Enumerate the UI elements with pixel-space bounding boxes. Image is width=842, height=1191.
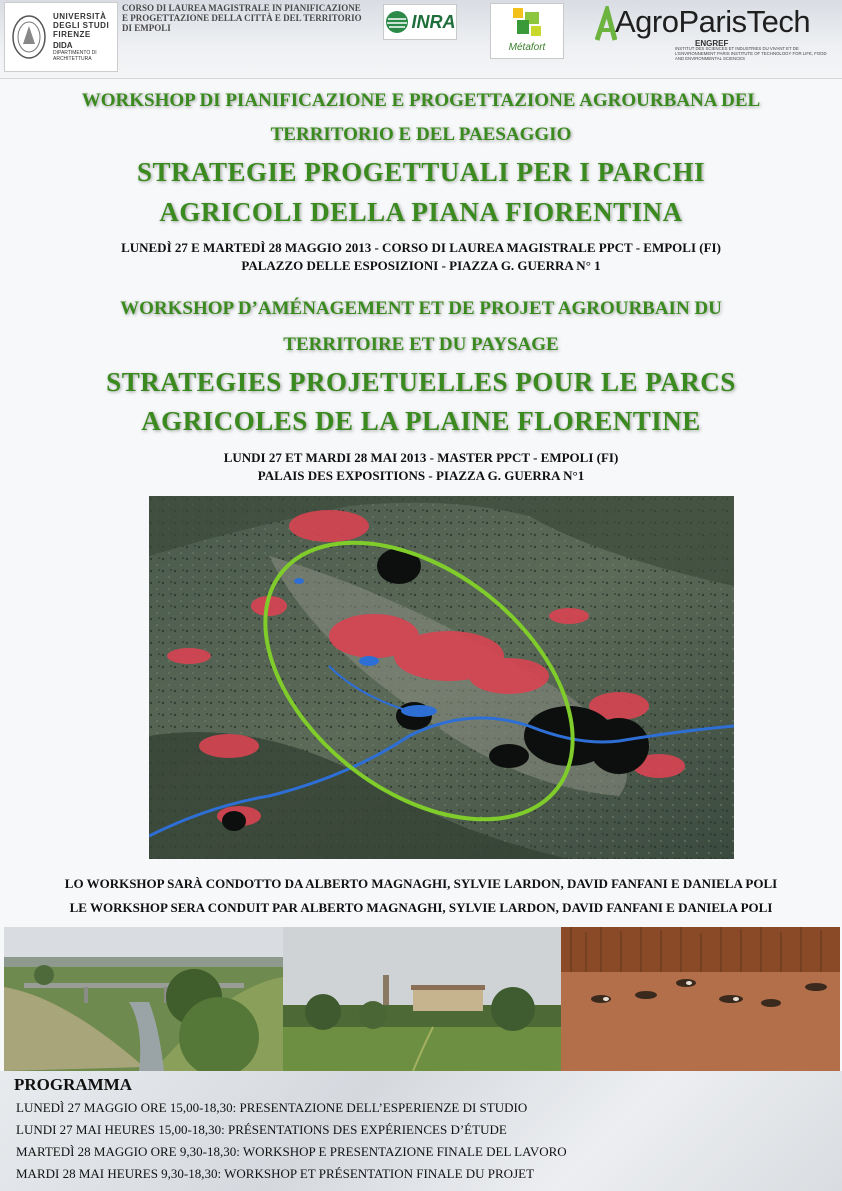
agroparistech-tagline: INSTITUT DES SCIENCES ET INDUSTRIES DU VIVANT ET DE L'ENVIRONNEMENT PARIS INSTITUTE OF TECHNOLOGY FOR LIFE, FOOD AND ENVIRONMENTAL SCIENCES bbox=[675, 46, 827, 61]
italian-title-line2: AGRICOLI DELLA PIANA FIORENTINA bbox=[159, 197, 683, 227]
conductors-italian: LO WORKSHOP SARÀ CONDOTTO DA ALBERTO MAGNAGHI, SYLVIE LARDON, DAVID FANFANI E DANIELA POLI bbox=[64, 876, 778, 891]
course-info bbox=[122, 3, 372, 33]
course-line: CORSO DI LAUREA MAGISTRALE IN PIANIFICAZIONE bbox=[122, 3, 361, 13]
university-line1: UNIVERSITÀ bbox=[53, 12, 107, 21]
french-workshop-line1: WORKSHOP D’AMÉNAGEMENT ET DE PROJET AGROURBAIN DU bbox=[120, 298, 722, 319]
metafort-blocks-icon bbox=[491, 4, 563, 42]
university-logo bbox=[4, 2, 118, 72]
metafort-logo bbox=[490, 3, 564, 59]
programme-line: MARTEDÌ 28 MAGGIO ORE 9,30-18,30: WORKSHOP E PRESENTAZIONE FINALE DEL LAVORO bbox=[16, 1144, 567, 1159]
programme-line: MARDI 28 MAI HEURES 9,30-18,30: WORKSHOP ET PRÉSENTATION FINALE DU PROJET bbox=[16, 1166, 535, 1181]
italian-workshop-line2: TERRITORIO E DEL PAESAGGIO bbox=[270, 124, 572, 145]
programme-line: LUNEDÌ 27 MAGGIO ORE 15,00-18,30: PRESENTAZIONE DELL’ESPERIENZE DI STUDIO bbox=[16, 1100, 528, 1115]
italian-title-line1: STRATEGIE PROGETTUALI PER I PARCHI bbox=[136, 157, 706, 187]
inra-logo bbox=[383, 4, 457, 40]
course-line: DI EMPOLI bbox=[122, 23, 171, 33]
french-workshop-line2: TERRITOIRE ET DU PAYSAGE bbox=[283, 334, 559, 355]
inra-globe-icon bbox=[385, 10, 409, 34]
river-bridge-photo bbox=[4, 927, 283, 1071]
university-line2: DEGLI STUDI bbox=[53, 21, 110, 30]
ducks-photo bbox=[561, 927, 840, 1071]
programme-title: PROGRAMMA bbox=[14, 1075, 133, 1094]
french-place-line: PALAIS DES EXPOSITIONS - PIAZZA G. GUERRA N°1 bbox=[257, 468, 585, 483]
satellite-map bbox=[149, 496, 734, 859]
photo-river-bridge bbox=[4, 927, 283, 1071]
photo-ducks bbox=[561, 927, 840, 1071]
agroparistech-logo bbox=[595, 2, 827, 60]
french-title-line2: AGRICOLES DE LA PLAINE FLORENTINE bbox=[141, 406, 701, 436]
italian-date-line: LUNEDÌ 27 E MARTEDÌ 28 MAGGIO 2013 - CORSO DI LAUREA MAGISTRALE PPCT - EMPOLI (FI) bbox=[121, 240, 721, 255]
university-seal-icon bbox=[11, 14, 47, 60]
satellite-map-image bbox=[149, 496, 734, 859]
photo-villa bbox=[283, 927, 561, 1071]
agroparistech-engref: ENGREF bbox=[695, 39, 729, 48]
course-line: E PROGETTAZIONE DELLA CITTÀ E DEL TERRITORIO bbox=[122, 13, 362, 23]
italian-place-line: PALAZZO DELLE ESPOSIZIONI - PIAZZA G. GUERRA N° 1 bbox=[241, 258, 601, 273]
programme-line: LUNDI 27 MAI HEURES 15,00-18,30: PRÉSENTATIONS DES EXPÉRIENCES D’ÉTUDE bbox=[16, 1122, 507, 1137]
villa-photo bbox=[283, 927, 561, 1071]
department-name: DIDA bbox=[53, 41, 73, 50]
french-date-line: LUNDI 27 ET MARDI 28 MAI 2013 - MASTER PPCT - EMPOLI (FI) bbox=[223, 450, 619, 465]
agroparistech-mark-icon bbox=[595, 6, 617, 46]
metafort-logo-text: Métafort bbox=[508, 42, 546, 53]
italian-workshop-line1: WORKSHOP DI PIANIFICAZIONE E PROGETTAZIONE AGROURBANA DEL bbox=[81, 90, 761, 111]
header-band bbox=[0, 0, 842, 79]
agroparistech-name: AgroParisTech bbox=[615, 4, 811, 39]
conductors-french: LE WORKSHOP SERA CONDUIT PAR ALBERTO MAGNAGHI, SYLVIE LARDON, DAVID FANFANI E DANIELA POLI bbox=[69, 900, 773, 915]
french-title-line1: STRATEGIES PROJETUELLES POUR LE PARCS bbox=[106, 367, 736, 397]
university-line3: FIRENZE bbox=[53, 30, 91, 39]
department-subtitle: DIPARTIMENTO DI ARCHITETTURA bbox=[53, 50, 97, 62]
inra-logo-text: INRA bbox=[411, 11, 456, 32]
